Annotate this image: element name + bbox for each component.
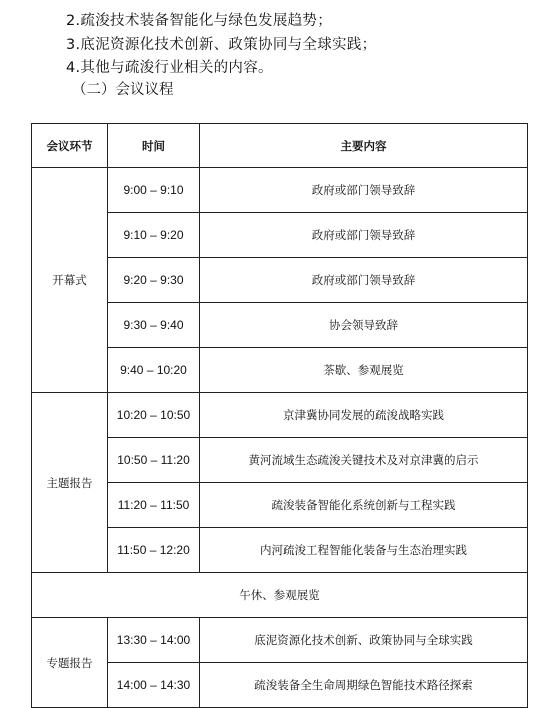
agenda-table [31, 123, 528, 708]
topic-item-4: 4.其他与疏浚行业相关的内容。 [66, 60, 273, 76]
table-row [32, 393, 528, 438]
time-cell: 9:20 – 9:30 [108, 258, 200, 303]
break-cell: 午休、参观展览 [32, 573, 528, 618]
table-header-row [32, 124, 528, 168]
section-title: （二）会议议程 [72, 82, 174, 98]
topic-item-2: 2.疏浚技术装备智能化与绿色发展趋势； [66, 13, 333, 29]
table-row-break [32, 573, 528, 618]
content-cell: 政府或部门领导致辞 [200, 168, 528, 213]
content-cell: 政府或部门领导致辞 [200, 213, 528, 258]
content-cell: 黄河流域生态疏浚关键技术及对京津冀的启示 [200, 438, 528, 483]
time-cell: 9:30 – 9:40 [108, 303, 200, 348]
time-cell: 9:00 – 9:10 [108, 168, 200, 213]
time-cell: 13:30 – 14:00 [108, 618, 200, 663]
content-cell: 茶歇、参观展览 [200, 348, 528, 393]
content-cell: 疏浚装备智能化系统创新与工程实践 [200, 483, 528, 528]
topic-item-3: 3.底泥资源化技术创新、政策协同与全球实践； [66, 37, 377, 53]
content-cell: 疏浚装备全生命周期绿色智能技术路径探索 [200, 663, 528, 708]
time-cell: 9:10 – 9:20 [108, 213, 200, 258]
content-cell: 协会领导致辞 [200, 303, 528, 348]
header-time: 时间 [108, 124, 200, 168]
header-content: 主要内容 [200, 124, 528, 168]
content-cell: 底泥资源化技术创新、政策协同与全球实践 [200, 618, 528, 663]
session-label-opening: 开幕式 [32, 168, 108, 393]
table-row [32, 168, 528, 213]
table-row [32, 618, 528, 663]
content-cell: 京津冀协同发展的疏浚战略实践 [200, 393, 528, 438]
header-session: 会议环节 [32, 124, 108, 168]
time-cell: 9:40 – 10:20 [108, 348, 200, 393]
content-cell: 政府或部门领导致辞 [200, 258, 528, 303]
session-label-special: 专题报告 [32, 618, 108, 708]
time-cell: 10:50 – 11:20 [108, 438, 200, 483]
session-label-keynote: 主题报告 [32, 393, 108, 573]
time-cell: 11:50 – 12:20 [108, 528, 200, 573]
time-cell: 11:20 – 11:50 [108, 483, 200, 528]
time-cell: 14:00 – 14:30 [108, 663, 200, 708]
time-cell: 10:20 – 10:50 [108, 393, 200, 438]
content-cell: 内河疏浚工程智能化装备与生态治理实践 [200, 528, 528, 573]
